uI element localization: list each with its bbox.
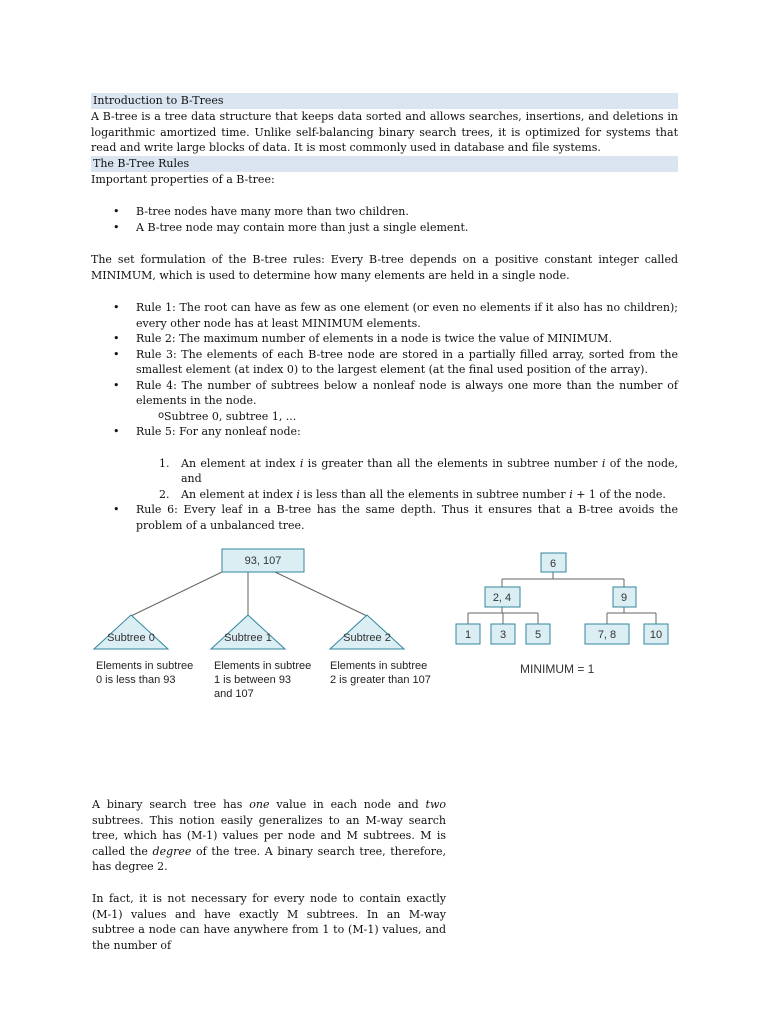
- example-leaf-7-8-label: 7, 8: [597, 629, 617, 641]
- caption-2-line-1: Elements in subtree: [330, 660, 428, 672]
- properties-list: [91, 204, 678, 235]
- btree-diagram: [90, 545, 690, 715]
- properties-intro: Important properties of a B-tree:: [91, 172, 275, 186]
- mway-paragraph: A binary search tree has one value in each node and two subtrees. This notion easily generalizes to an M-way search tree, which has (M-1) values per node and M subtrees. M is called the degree of the tree. A binary search tree, therefore, has degree 2.: [92, 798, 446, 874]
- example-node-9-label: 9: [620, 592, 628, 604]
- mway-paragraph-2: In fact, it is not necessary for every node to contain exactly (M-1) values and have exactly M subtrees. In an M-way subtree a node can have anywhere from 1 to (M-1) values, and the number of: [92, 891, 446, 952]
- rule-1: • Rule 1: The root can have as few as one element (or even no elements if it also has no children); every other node has at least MINIMUM elements.: [91, 300, 678, 331]
- rule-5-item-2: 2. An element at index i is less than all the elements in subtree number i + 1 of the node.: [159, 487, 666, 501]
- caption-0-line-2: 0 is less than 93: [96, 674, 176, 686]
- example-node-2-4-label: 2, 4: [492, 592, 512, 604]
- caption-0-line-1: Elements in subtree: [96, 660, 194, 672]
- rule-4-text: Rule 4: The number of subtrees below a nonleaf node is always one more than the number of elements in the node.: [136, 378, 678, 407]
- rules-heading: The B-Tree Rules: [91, 156, 678, 172]
- example-leaf-5-label: 5: [534, 629, 542, 641]
- rule-6: • Rule 6: Every leaf in a B-tree has the same depth. Thus it ensures that a B-tree avoids the problem of a unbalanced tree.: [91, 502, 678, 533]
- subtree-0-label: Subtree 0: [107, 632, 155, 644]
- caption-2-line-2: 2 is greater than 107: [330, 674, 431, 686]
- list-item: • A B-tree node may contain more than just a single element.: [91, 220, 678, 236]
- example-leaf-1-label: 1: [464, 629, 472, 641]
- example-root-label: 6: [549, 558, 557, 570]
- caption-1-line-1: Elements in subtree: [214, 660, 312, 672]
- rule-5: [91, 424, 678, 502]
- set-formulation: The set formulation of the B-tree rules: Every B-tree depends on a positive constant integer called MINIMUM, which is used to determine how many elements are held in a single node.: [91, 253, 678, 282]
- intro-paragraph: A B-tree is a tree data structure that keeps data sorted and allows searches, insertions, and deletions in logarithmic amortized time. Unlike self-balancing binary search trees, it is optimized for systems that read and write large blocks of data. It is most commonly used in database and file systems.: [91, 110, 678, 154]
- rule-3: • Rule 3: The elements of each B-tree node are stored in a partially filled array, sorted from the smallest element (at index 0) to the largest element (at the final used position of the array).: [91, 347, 678, 378]
- caption-1-line-3: and 107: [214, 688, 254, 700]
- intro-heading: Introduction to B-Trees: [91, 93, 678, 109]
- rule-4-subitem: o Subtree 0, subtree 1, ...: [91, 409, 678, 425]
- minimum-caption: MINIMUM = 1: [520, 662, 595, 676]
- rule-2: • Rule 2: The maximum number of elements in a node is twice the value of MINIMUM.: [91, 331, 678, 347]
- lower-text: [92, 797, 446, 953]
- example-leaf-3-label: 3: [499, 629, 507, 641]
- subtree-1-label: Subtree 1: [224, 632, 272, 644]
- root-label: 93, 107: [244, 555, 282, 567]
- rule-5-item-1: 1. An element at index i is greater than all the elements in subtree number i of the node, and: [159, 456, 678, 485]
- example-leaf-10-label: 10: [649, 629, 663, 641]
- rule-4: [91, 378, 678, 425]
- rules-list: [91, 300, 678, 533]
- rule-5-text: Rule 5: For any nonleaf node:: [136, 425, 301, 438]
- subtree-2-label: Subtree 2: [343, 632, 391, 644]
- list-item: • B-tree nodes have many more than two children.: [91, 204, 678, 220]
- caption-1-line-2: 1 is between 93: [214, 674, 292, 686]
- document-page: [91, 93, 678, 533]
